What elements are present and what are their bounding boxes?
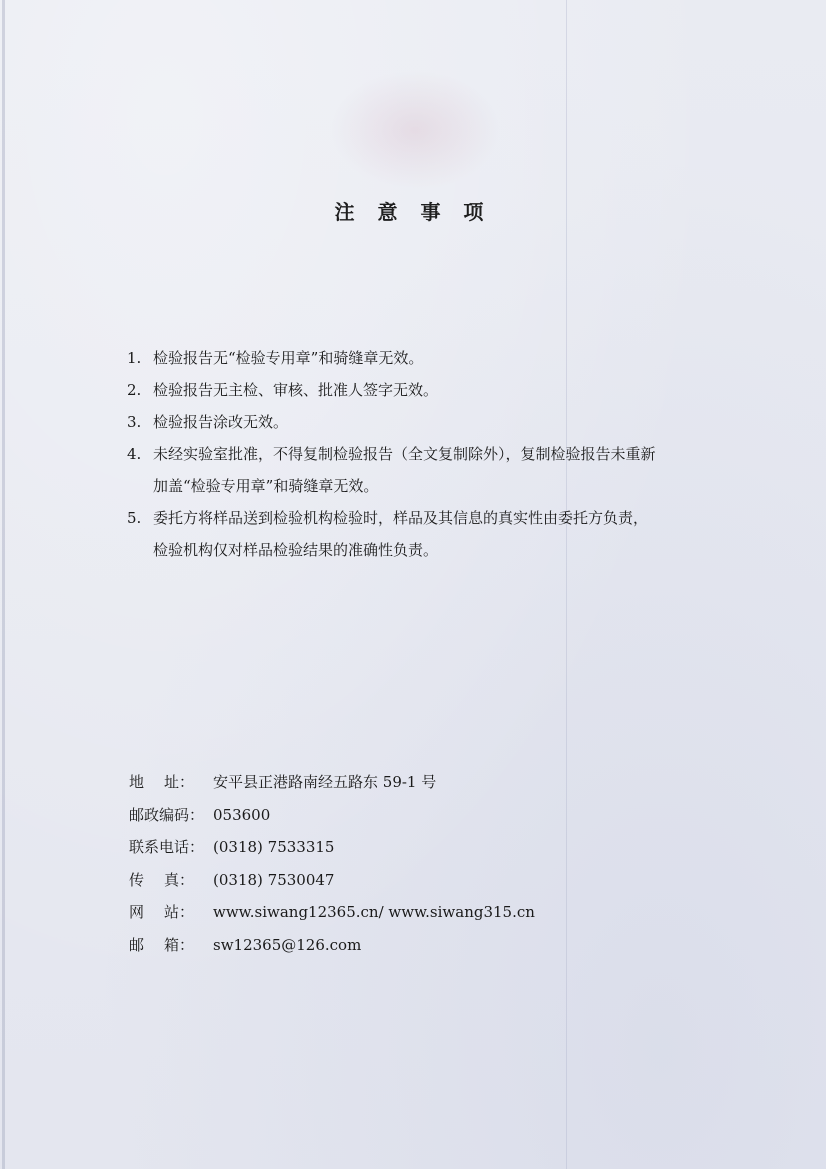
notice-list <box>127 342 727 566</box>
contact-info <box>129 766 689 961</box>
notice-text: 未经实验室批准，不得复制检验报告（全文复制除外），复制检验报告未重新 <box>153 445 656 463</box>
fax-label-suffix: 真： <box>163 870 194 889</box>
notice-number: 5. <box>127 509 142 527</box>
notice-number: 3. <box>127 413 142 431</box>
email-label <box>129 929 194 962</box>
postcode-value: 053600 <box>213 805 271 824</box>
address-label-char: 地 <box>129 773 145 791</box>
website-label-char: 网 <box>129 903 145 921</box>
notice-number: 1. <box>127 349 142 367</box>
notice-item-5 <box>127 502 727 566</box>
fold-line <box>566 0 567 1169</box>
notice-text-continued: 加盖“检验专用章”和骑缝章无效。 <box>153 477 379 495</box>
phone-value: (0318) 7533315 <box>213 838 335 856</box>
notice-item-1 <box>127 342 727 374</box>
notice-item-3 <box>127 406 727 438</box>
page-title: 注 意 事 项 <box>334 200 492 224</box>
notice-text: 检验报告无“检验专用章”和骑缝章无效。 <box>153 349 424 367</box>
notice-number: 4. <box>127 445 142 463</box>
address-label <box>129 766 194 799</box>
address-value: 安平县正港路南经五路东 59-1 号 <box>213 773 437 791</box>
fax-value: (0318) 7530047 <box>213 870 335 889</box>
phone-label: 联系电话： <box>129 838 205 856</box>
notice-item-2 <box>127 374 727 406</box>
website-label-suffix: 站： <box>163 903 194 921</box>
contact-phone <box>129 831 689 864</box>
address-label-suffix: 址： <box>163 773 194 791</box>
notice-number: 2. <box>127 381 142 399</box>
postcode-label: 邮政编码： <box>129 805 205 824</box>
notice-text: 检验报告无主检、审核、批准人签字无效。 <box>153 381 439 399</box>
website-value: www.siwang12365.cn/ www.siwang315.cn <box>213 903 535 921</box>
website-label <box>129 896 194 929</box>
contact-postcode <box>129 799 689 832</box>
fax-label <box>129 864 194 897</box>
page-edge-shadow <box>2 0 5 1169</box>
fax-label-char: 传 <box>129 870 145 889</box>
notice-text: 检验报告涂改无效。 <box>153 413 289 431</box>
notice-text: 委托方将样品送到检验机构检验时，样品及其信息的真实性由委托方负责， <box>153 509 649 527</box>
contact-address <box>129 766 689 799</box>
email-label-suffix: 箱： <box>163 935 194 954</box>
faded-stamp-bleed <box>330 70 500 190</box>
email-value: sw12365@126.com <box>213 935 362 954</box>
notice-item-4 <box>127 438 727 502</box>
notice-text-continued: 检验机构仅对样品检验结果的准确性负责。 <box>153 541 439 559</box>
contact-fax <box>129 864 689 897</box>
contact-email <box>129 929 689 962</box>
email-label-char: 邮 <box>129 935 145 954</box>
contact-website <box>129 896 689 929</box>
